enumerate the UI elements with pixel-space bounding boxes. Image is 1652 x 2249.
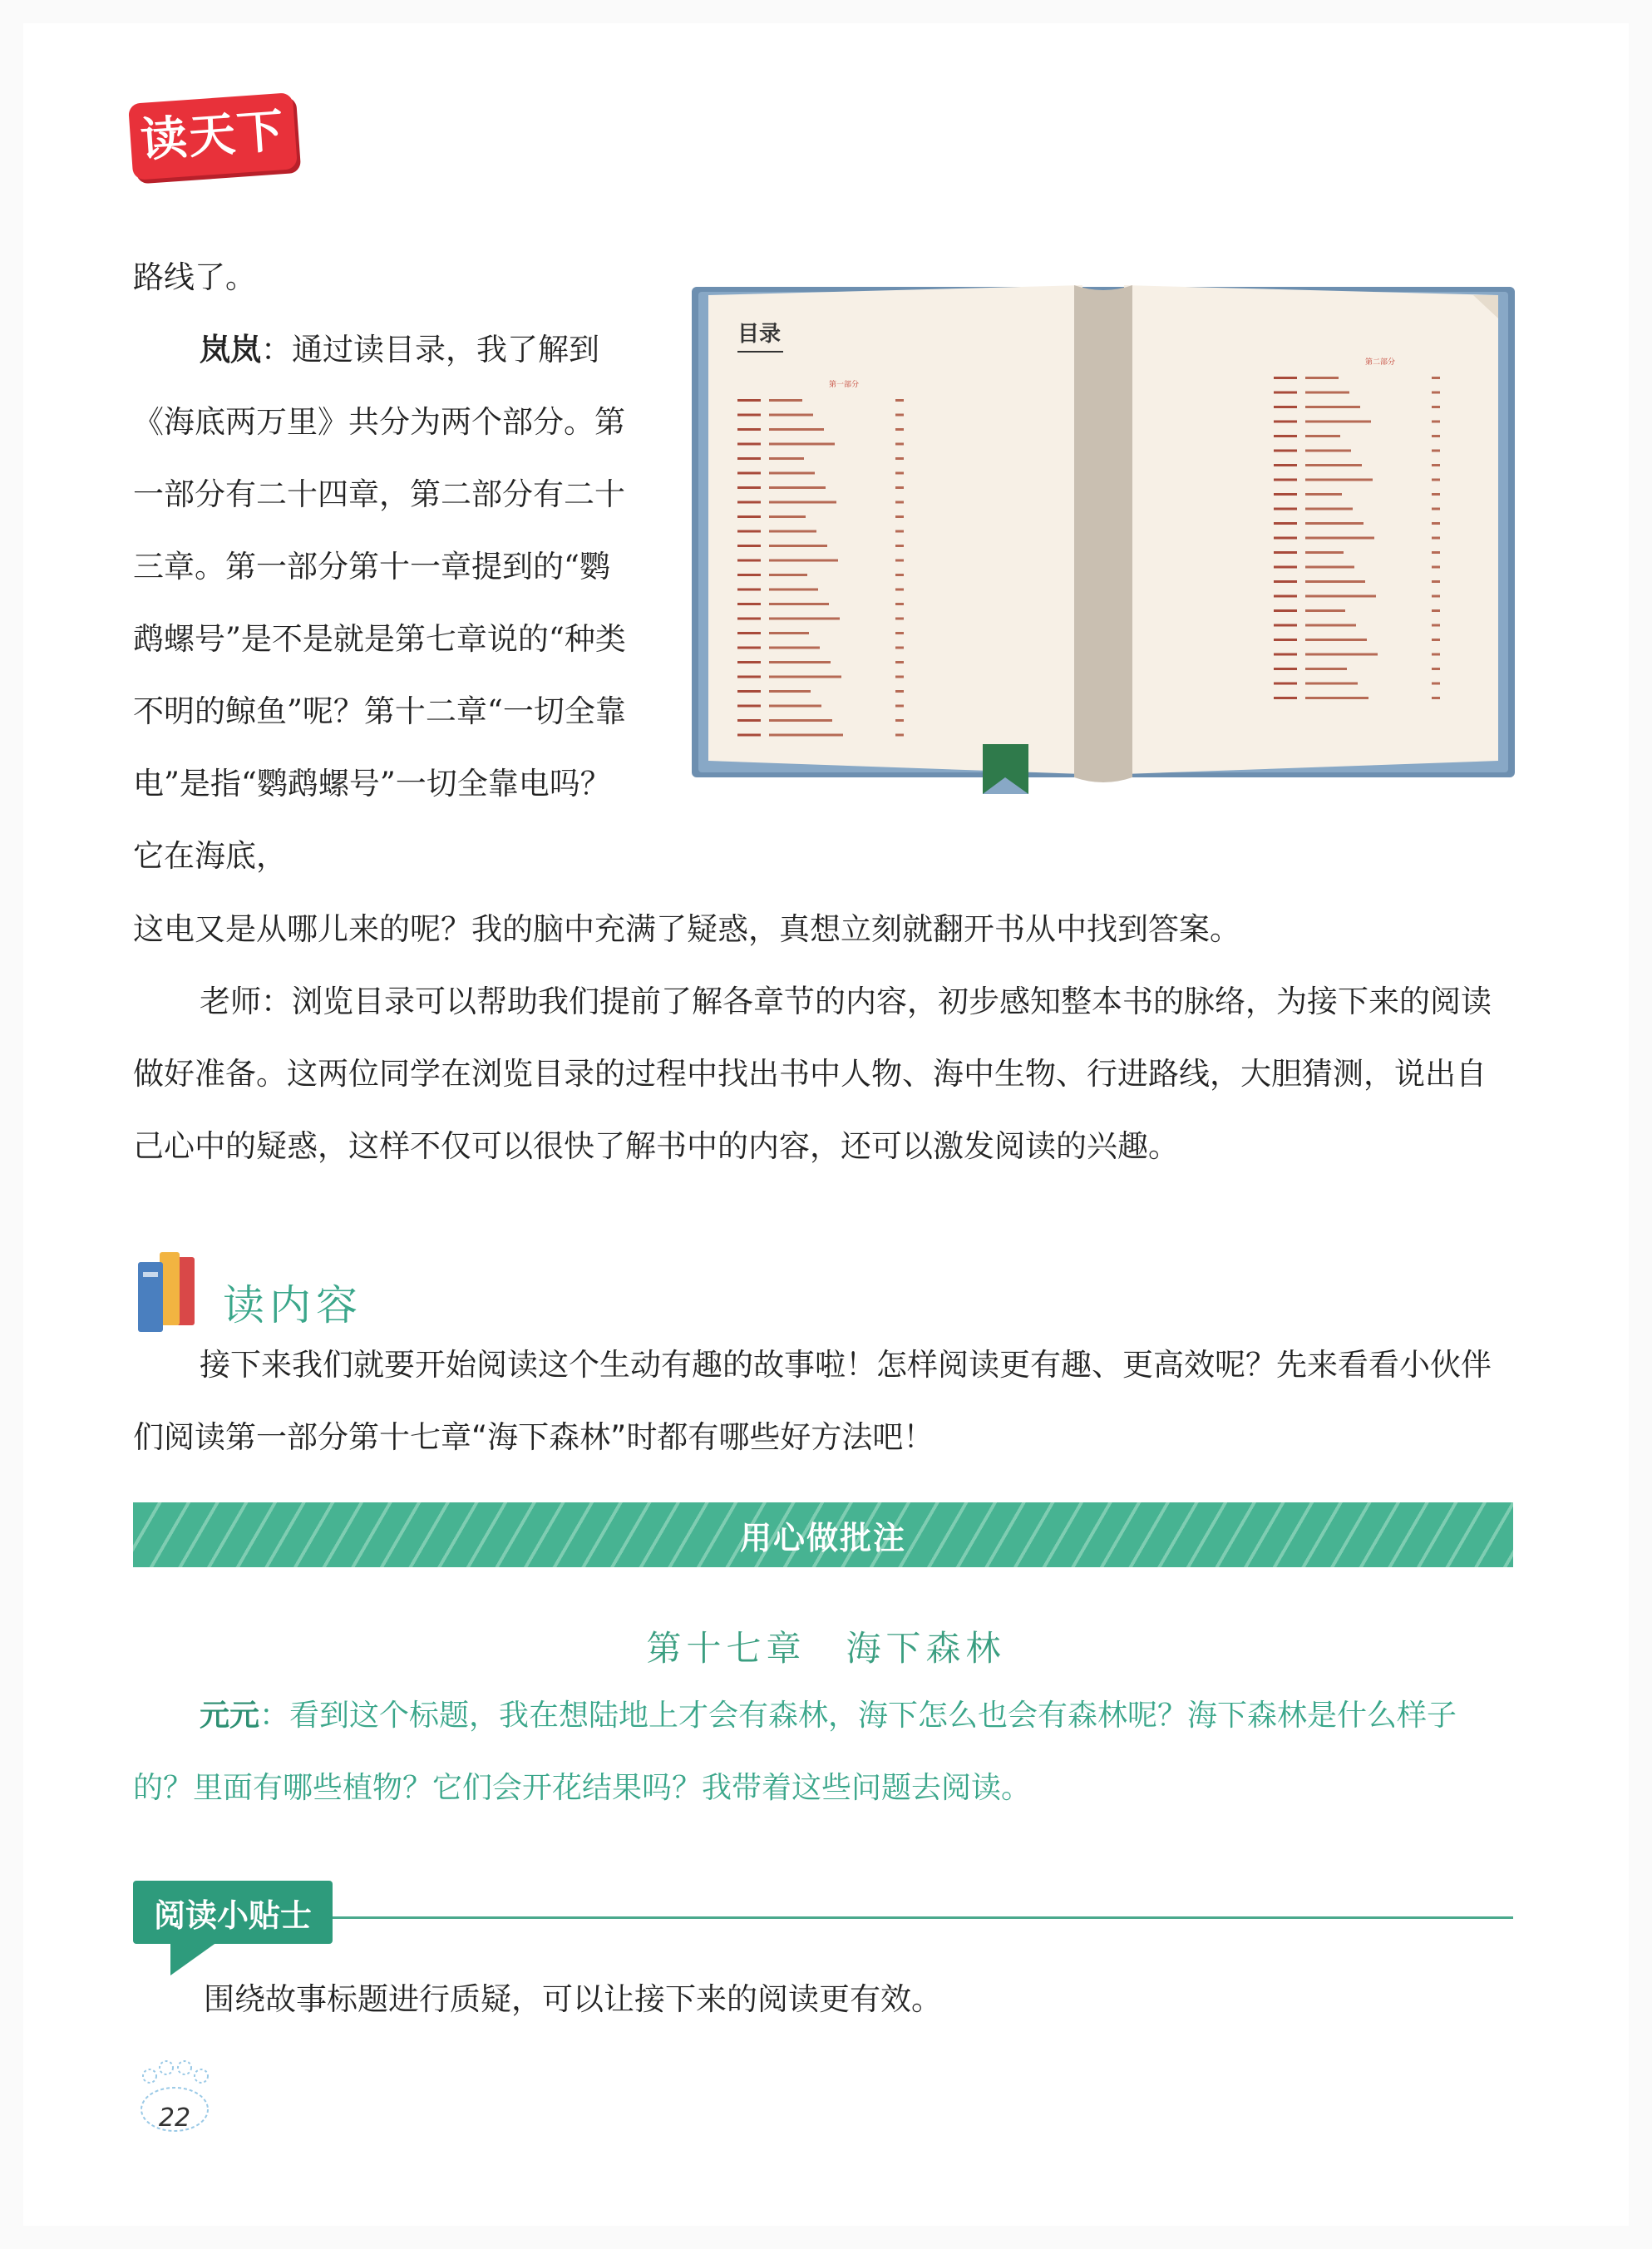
teacher-paragraph [133, 965, 1513, 1182]
toc-row-chapter [1274, 522, 1297, 525]
toc-row-title [1305, 566, 1354, 569]
toc-row-chapter [737, 574, 761, 576]
toc-row-page [1432, 697, 1440, 699]
toc-row-page [895, 647, 904, 649]
toc-row-page [895, 632, 904, 634]
toc-row-chapter [1274, 668, 1297, 670]
teacher-text: 老师：浏览目录可以帮助我们提前了解各章节的内容，初步感知整本书的脉络，为接下来的阅读做好准备。这两位同学在浏览目录的过程中找出书中人物、海中生物、行进路线，大胆猜测，说出自己心中的疑惑，这样不仅可以很快了解书中的内容，还可以激发阅读的兴趣。 [133, 984, 1492, 1164]
toc-row-page [895, 443, 904, 446]
toc-row-page [895, 661, 904, 663]
toc-row-title [769, 719, 832, 722]
toc-row-page [895, 515, 904, 518]
toc-row-chapter [1274, 639, 1297, 641]
intro-paragraph-tail [133, 893, 1513, 965]
toc-row-title [1305, 522, 1364, 525]
intro-speaker: 岚岚 [200, 331, 261, 367]
toc-row-chapter [1274, 697, 1297, 699]
toc-row-page [895, 734, 904, 737]
toc-row-title [769, 501, 836, 504]
toc-row-chapter [737, 530, 761, 533]
toc-row-chapter [1274, 595, 1297, 598]
toc-row-page [1432, 580, 1440, 583]
toc-row-chapter [1274, 683, 1297, 685]
toc-title: 目录 [737, 322, 782, 347]
toc-row-title [769, 457, 804, 460]
toc-row-title [769, 428, 824, 431]
toc-row-title [1305, 624, 1356, 627]
toc-row-chapter [737, 632, 761, 634]
toc-row-title [1305, 580, 1365, 583]
toc-row-page [1432, 479, 1440, 481]
toc-row-chapter [737, 501, 761, 504]
toc-row-title [1305, 551, 1344, 554]
toc-row-page [895, 501, 904, 504]
toc-row-page [895, 589, 904, 591]
toc-row-title [769, 414, 813, 417]
intro-text-short: ：通过读目录，我了解到《海底两万里》共分为两个部分。第一部分有二十四章，第二部分有二十三章。第一部分第十一章提到的“鹦鹉螺号”是不是就是第七章说的“种类不明的鲸鱼”呢？第十二章“一切全靠电”是指“鹦鹉螺号”一切全靠电吗？它在海底， [133, 332, 626, 874]
toc-row-page [1432, 595, 1440, 598]
toc-row-page [895, 603, 904, 605]
chapter-speaker: 元元 [200, 1698, 260, 1733]
toc-row-page [895, 618, 904, 620]
toc-row-title [769, 589, 818, 591]
toc-row-page [1432, 406, 1440, 408]
toc-row-page [1432, 392, 1440, 394]
toc-row-chapter [1274, 421, 1297, 423]
toc-row-title [1305, 537, 1374, 540]
toc-row-chapter [737, 486, 761, 489]
section-text: 接下来我们就要开始阅读这个生动有趣的故事啦！怎样阅读更有趣、更高效呢？先来看看小伙伴们阅读第一部分第十七章“海下森林”时都有哪些好方法吧！ [133, 1347, 1492, 1455]
toc-row-chapter [1274, 493, 1297, 496]
toc-row-chapter [1274, 406, 1297, 408]
toc-row-title [769, 618, 840, 620]
toc-row-title [769, 574, 807, 576]
intro-text-tail: 这电又是从哪儿来的呢？我的脑中充满了疑惑，真想立刻就翻开书从中找到答案。 [133, 911, 1240, 947]
toc-row-title [1305, 668, 1347, 670]
toc-row-page [895, 560, 904, 562]
toc-row-page [895, 472, 904, 475]
section-title: 读内容 [223, 1281, 362, 1329]
toc-row-title [769, 676, 841, 678]
toc-row-page [1432, 653, 1440, 656]
toc-row-chapter [737, 705, 761, 708]
toc-row-chapter [737, 443, 761, 446]
toc-row-page [895, 574, 904, 576]
toc-row-title [1305, 377, 1339, 379]
toc-row-chapter [1274, 377, 1297, 379]
toc-row-title [1305, 406, 1360, 408]
toc-row-chapter [737, 457, 761, 460]
toc-row-title [769, 661, 831, 663]
toc-row-page [1432, 639, 1440, 641]
toc-row-chapter [1274, 479, 1297, 481]
intro-lead-text: 路线了。 [133, 259, 256, 295]
toc-row-page [1432, 493, 1440, 496]
toc-row-chapter [737, 515, 761, 518]
chapter-title: 第十七章 海下森林 [646, 1628, 1006, 1669]
toc-row-chapter [1274, 551, 1297, 554]
toc-row-page [1432, 464, 1440, 466]
toc-row-page [895, 545, 904, 547]
toc-row-title [769, 545, 827, 547]
tip-label-text: 阅读小贴士 [153, 1896, 312, 1934]
toc-row-title [769, 515, 806, 518]
toc-row-title [1305, 435, 1340, 437]
chapter-text: ：看到这个标题，我在想陆地上才会有森林，海下怎么也会有森林呢？海下森林是什么样子的？里面有哪些植物？它们会开花结果吗？我带着这些问题去阅读。 [133, 1699, 1457, 1805]
toc-row-title [769, 560, 838, 562]
toc-row-page [1432, 377, 1440, 379]
toc-row-title [1305, 683, 1358, 685]
toc-row-page [1432, 609, 1440, 612]
toc-row-title [769, 705, 821, 708]
toc-row-chapter [737, 589, 761, 591]
toc-row-page [895, 457, 904, 460]
book-illustration [692, 279, 1515, 794]
toc-row-page [1432, 522, 1440, 525]
toc-part-two: 第二部分 [1365, 358, 1396, 367]
toc-row-title [1305, 464, 1362, 466]
toc-row-title [769, 399, 802, 402]
toc-part-one: 第一部分 [829, 381, 860, 389]
toc-row-page [1432, 668, 1440, 670]
toc-row-page [1432, 537, 1440, 540]
toc-row-chapter [737, 618, 761, 620]
toc-row-title [769, 647, 820, 649]
toc-row-page [1432, 435, 1440, 437]
intro-paragraph [133, 313, 632, 892]
toc-row-page [895, 399, 904, 402]
banner-label: 用心做批注 [739, 1519, 906, 1556]
toc-row-title [1305, 421, 1371, 423]
toc-row-title [1305, 595, 1376, 598]
tip-divider [316, 1916, 1513, 1919]
toc-row-title [769, 690, 811, 693]
toc-row-chapter [1274, 624, 1297, 627]
toc-row-page [1432, 508, 1440, 510]
toc-row-page [895, 530, 904, 533]
toc-row-page [895, 676, 904, 678]
toc-row-title [769, 603, 829, 605]
toc-row-chapter [1274, 609, 1297, 612]
toc-row-page [895, 414, 904, 417]
toc-row-page [1432, 624, 1440, 627]
open-book-image [692, 279, 1515, 794]
toc-row-chapter [737, 647, 761, 649]
toc-row-chapter [737, 690, 761, 693]
toc-row-title [769, 632, 809, 634]
toc-row-page [895, 486, 904, 489]
header-badge [128, 92, 298, 180]
tip-label [133, 1881, 333, 1944]
toc-row-page [1432, 551, 1440, 554]
toc-row-title [769, 472, 815, 475]
toc-row-chapter [737, 399, 761, 402]
tip-text: 围绕故事标题进行质疑，可以让接下来的阅读更有效。 [204, 1981, 942, 2017]
toc-row-chapter [1274, 508, 1297, 510]
toc-row-page [895, 719, 904, 722]
toc-row-page [895, 428, 904, 431]
toc-row-chapter [737, 661, 761, 663]
toc-row-page [895, 690, 904, 693]
toc-row-chapter [1274, 464, 1297, 466]
toc-row-chapter [737, 719, 761, 722]
toc-row-title [1305, 508, 1353, 510]
toc-row-chapter [1274, 580, 1297, 583]
toc-row-title [769, 734, 843, 737]
toc-row-page [895, 705, 904, 708]
toc-row-title [1305, 653, 1378, 656]
toc-row-title [769, 443, 835, 446]
toc-row-page [1432, 450, 1440, 452]
chapter-paragraph [133, 1679, 1513, 1824]
toc-row-title [1305, 493, 1342, 496]
section-paragraph [133, 1329, 1513, 1473]
toc-row-chapter [737, 734, 761, 737]
toc-row-chapter [1274, 392, 1297, 394]
toc-row-title [1305, 609, 1345, 612]
toc-row-title [1305, 479, 1373, 481]
toc-row-title [1305, 450, 1351, 452]
toc-row-chapter [1274, 450, 1297, 452]
toc-row-chapter [737, 472, 761, 475]
annotation-banner [133, 1502, 1513, 1567]
toc-row-chapter [1274, 435, 1297, 437]
toc-row-title [1305, 697, 1368, 699]
toc-row-page [1432, 566, 1440, 569]
intro-lead [133, 241, 632, 313]
toc-row-chapter [1274, 653, 1297, 656]
toc-row-chapter [737, 676, 761, 678]
toc-row-page [1432, 421, 1440, 423]
toc-row-chapter [737, 560, 761, 562]
books-icon [133, 1247, 216, 1339]
toc-row-chapter [737, 414, 761, 417]
toc-row-title [769, 530, 816, 533]
toc-row-chapter [737, 428, 761, 431]
page-number: 22 [158, 2104, 191, 2133]
toc-row-chapter [737, 603, 761, 605]
section-heading [133, 1247, 549, 1339]
toc-row-title [769, 486, 826, 489]
toc-row-chapter [737, 545, 761, 547]
toc-row-title [1305, 639, 1367, 641]
toc-row-page [1432, 683, 1440, 685]
toc-row-chapter [1274, 566, 1297, 569]
header-badge-label: 读天下 [138, 104, 288, 168]
toc-row-title [1305, 392, 1349, 394]
toc-row-chapter [1274, 537, 1297, 540]
